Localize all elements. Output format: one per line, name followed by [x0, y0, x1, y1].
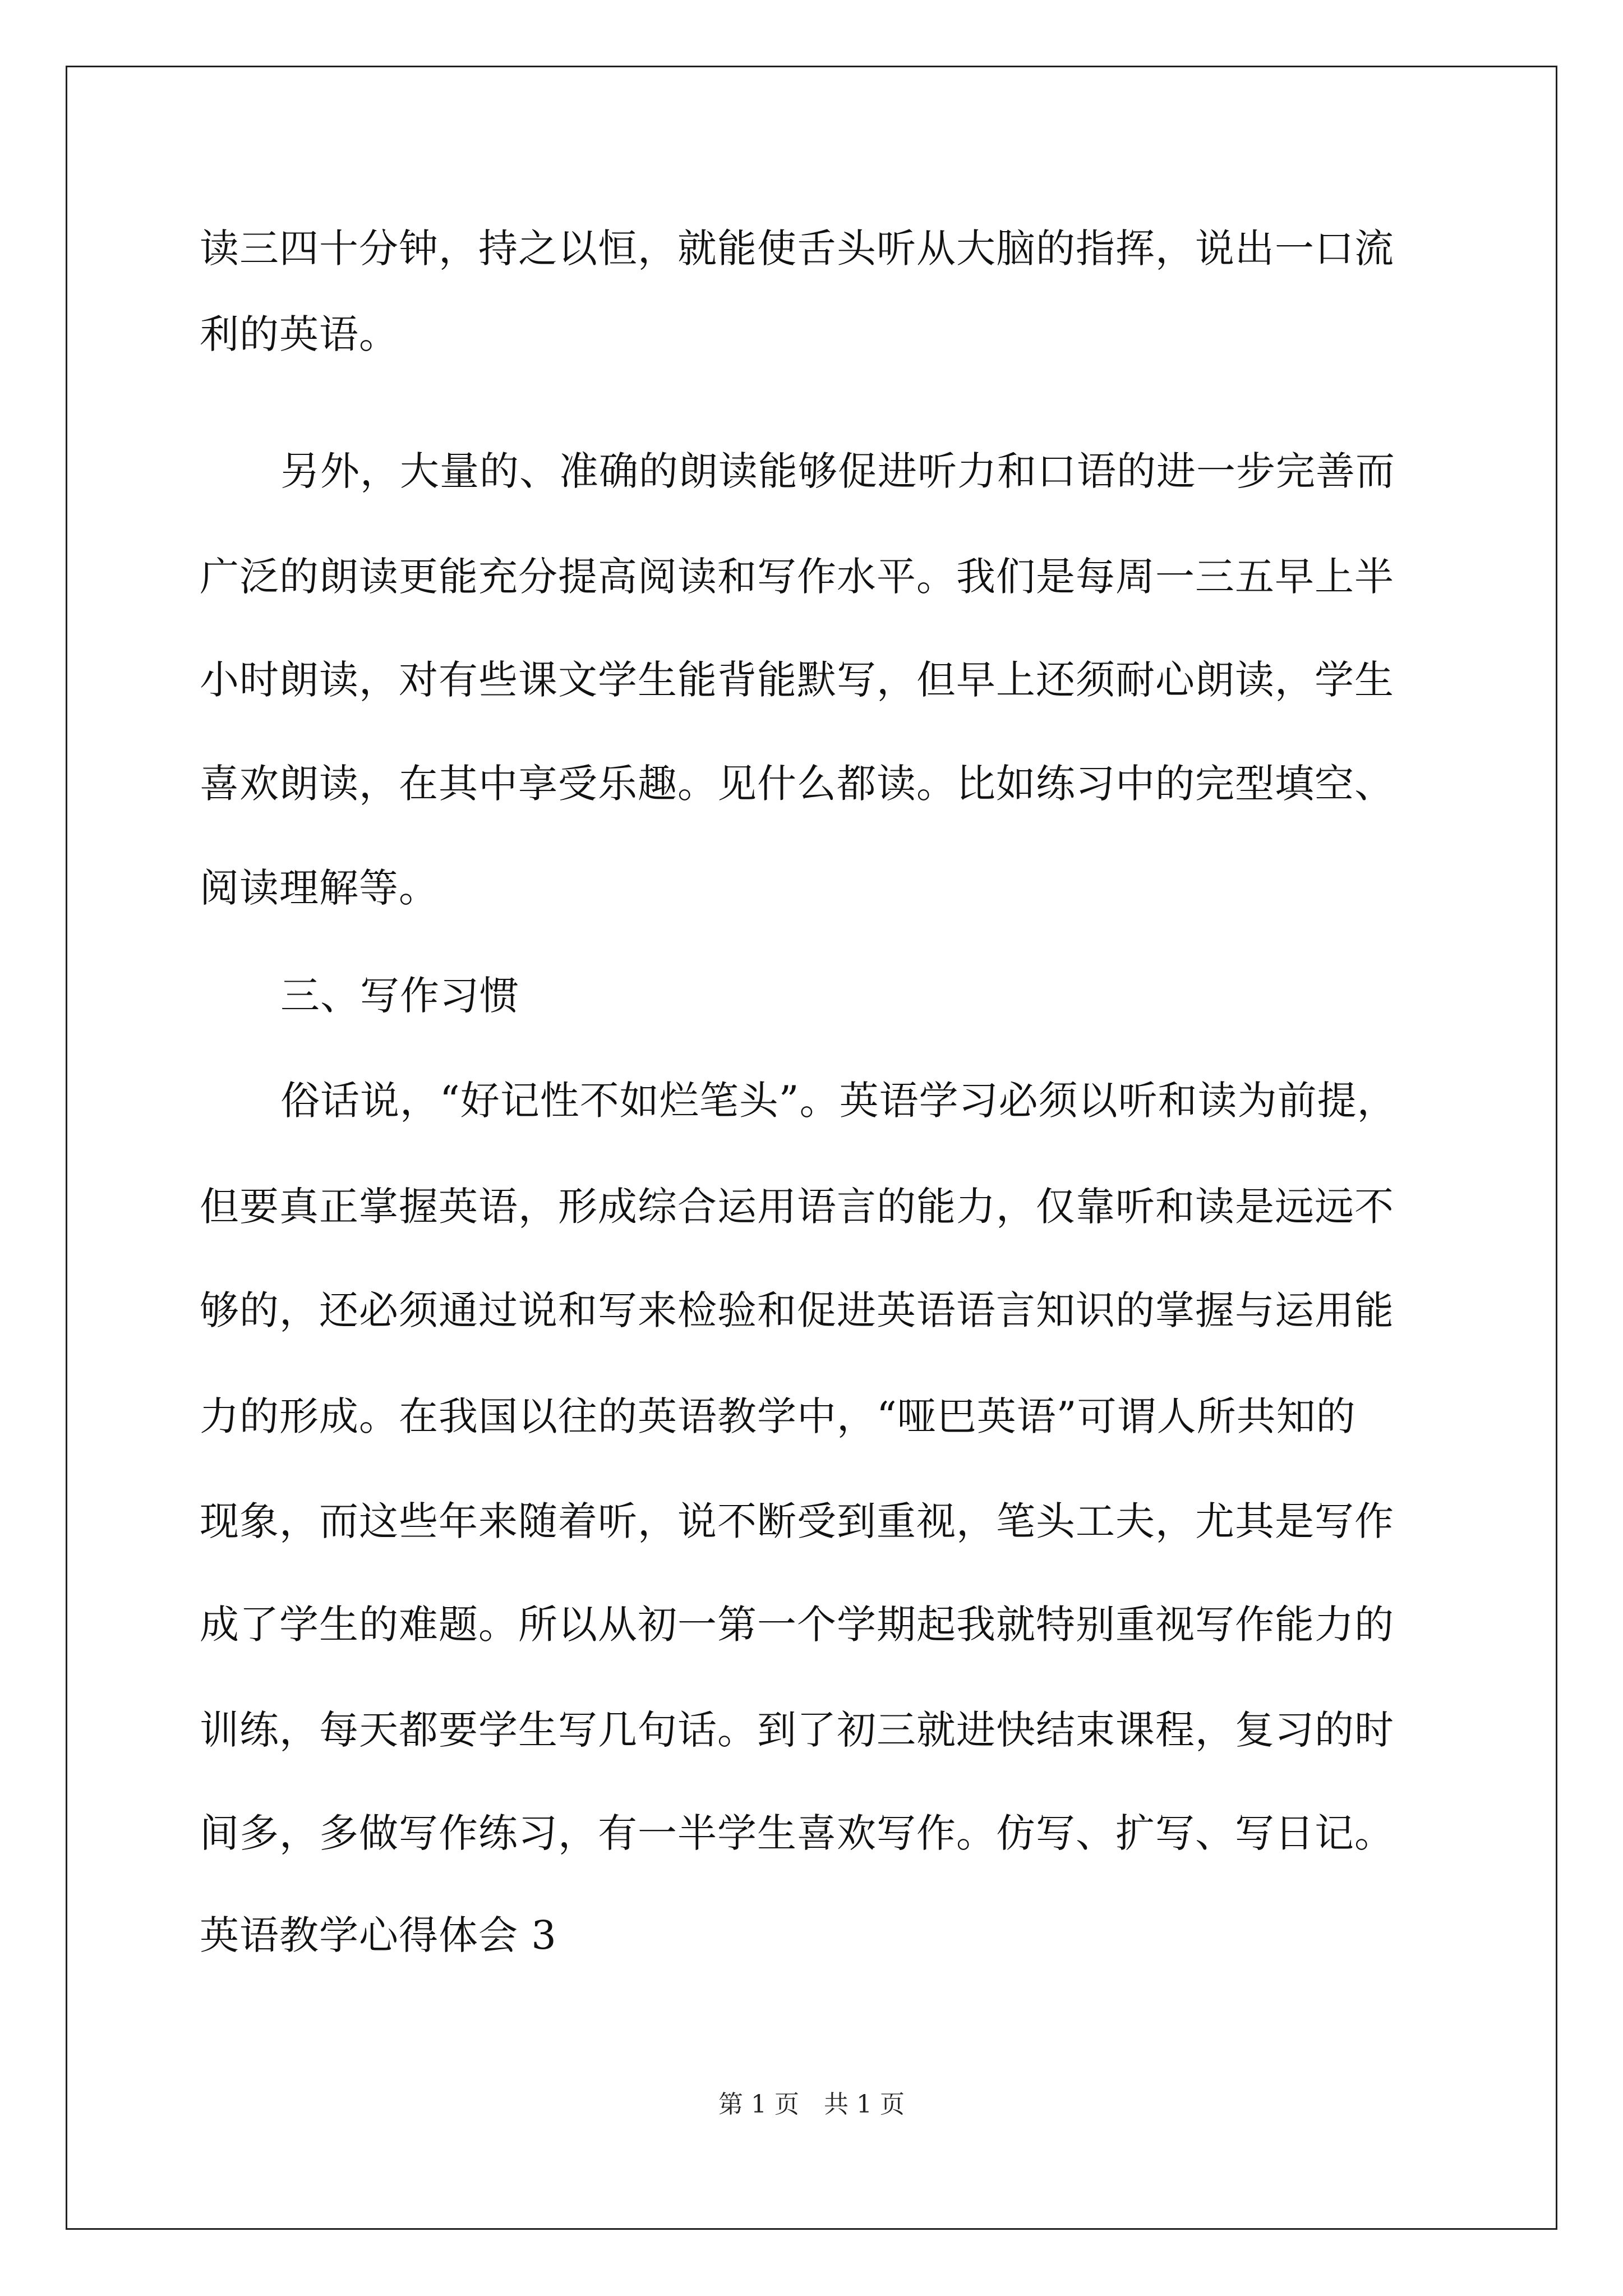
section-title: 英语教学心得体会 3 [200, 1912, 557, 1958]
text-line: 间多，多做写作练习，有一半学生喜欢写作。仿写、扩写、写日记。 [200, 1810, 1394, 1856]
paragraph-start: 另外，大量的、准确的朗读能够促进听力和口语的进一步完善而 [280, 448, 1395, 494]
page-border [66, 66, 1557, 2230]
section-heading: 三、写作习惯 [280, 973, 519, 1019]
text-line: 读三四十分钟，持之以恒，就能使舌头听从大脑的指挥，说出一口流 [200, 226, 1394, 272]
text-line: 广泛的朗读更能充分提高阅读和写作水平。我们是每周一三五早上半 [200, 554, 1394, 600]
text-line: 但要真正掌握英语，形成综合运用语言的能力，仅靠听和读是远远不 [200, 1184, 1394, 1230]
paragraph-start: 俗话说，“好记性不如烂笔头”。英语学习必须以听和读为前提， [280, 1078, 1397, 1124]
text-line: 够的，还必须通过说和写来检验和促进英语语言知识的掌握与运用能 [200, 1287, 1394, 1333]
page-footer: 第 1 页 共 1 页 [718, 2090, 905, 2119]
text-line: 训练，每天都要学生写几句话。到了初三就进快结束课程，复习的时 [200, 1707, 1394, 1753]
text-line: 成了学生的难题。所以从初一第一个学期起我就特别重视写作能力的 [200, 1602, 1394, 1648]
text-line: 现象，而这些年来随着听，说不断受到重视，笔头工夫，尤其是写作 [200, 1498, 1394, 1544]
text-line: 利的英语。 [200, 311, 399, 357]
text-line: 喜欢朗读，在其中享受乐趣。见什么都读。比如练习中的完型填空、 [200, 761, 1394, 807]
text-line: 小时朗读，对有些课文学生能背能默写，但早上还须耐心朗读，学生 [200, 657, 1394, 703]
text-line: 阅读理解等。 [200, 865, 439, 911]
text-line: 力的形成。在我国以往的英语教学中，“哑巴英语”可谓人所共知的 [200, 1393, 1356, 1439]
